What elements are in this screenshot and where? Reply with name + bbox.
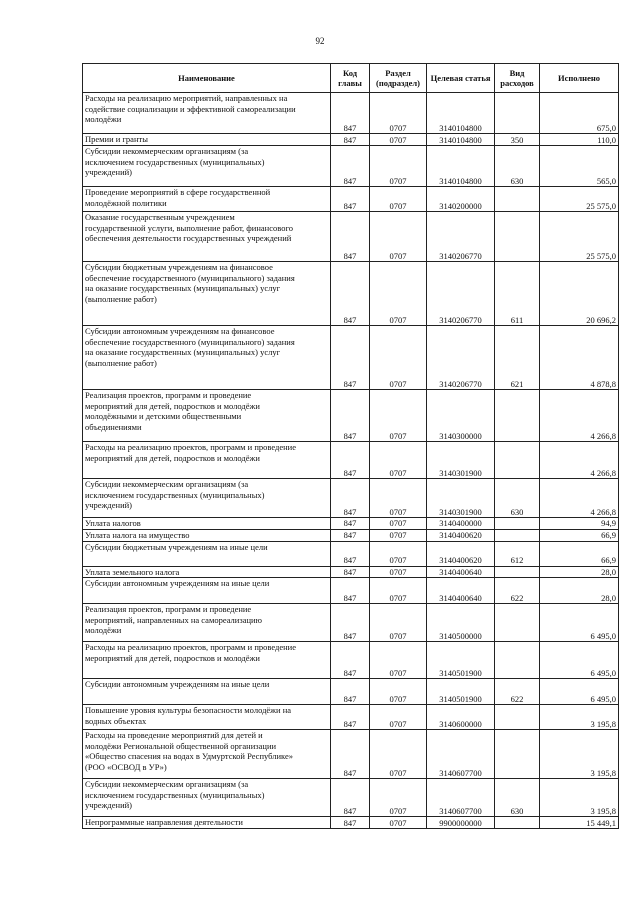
row-name: Субсидии автономным учреждениям на финансовое обеспечение государственного (муниципального) задания на оказание государственных (муниципальных) услуг (выполнение работ) <box>83 326 331 390</box>
row-name: Проведение мероприятий в сфере государственной молодёжной политики <box>83 187 331 212</box>
row-section: 0707 <box>370 529 427 541</box>
row-type <box>495 390 540 442</box>
row-code: 847 <box>331 779 370 817</box>
table-row <box>83 326 619 390</box>
row-name: Субсидии бюджетным учреждениям на финансовое обеспечение государственного (муниципального) задания на оказание государственных (муниципальных) услуг (выполнение работ) <box>83 262 331 326</box>
row-type <box>495 566 540 578</box>
row-type: 622 <box>495 578 540 604</box>
row-type: 621 <box>495 326 540 390</box>
row-exec: 6 495,0 <box>540 642 619 679</box>
table-row <box>83 262 619 326</box>
row-section: 0707 <box>370 679 427 705</box>
row-section: 0707 <box>370 705 427 730</box>
row-name: Уплата налога на имущество <box>83 529 331 541</box>
row-code: 847 <box>331 326 370 390</box>
row-code: 847 <box>331 262 370 326</box>
row-section: 0707 <box>370 730 427 779</box>
table-row <box>83 134 619 146</box>
table-row <box>83 146 619 187</box>
header-code: Код главы <box>331 64 370 93</box>
row-section: 0707 <box>370 187 427 212</box>
row-name: Субсидии автономным учреждениям на иные цели <box>83 679 331 705</box>
table-row <box>83 705 619 730</box>
row-type <box>495 212 540 262</box>
table-row <box>83 642 619 679</box>
row-code: 847 <box>331 541 370 566</box>
row-target: 3140500000 <box>427 604 495 642</box>
table-row <box>83 679 619 705</box>
row-name: Субсидии некоммерческим организациям (за исключением государственных (муниципальных) учреждений) <box>83 479 331 518</box>
row-type: 630 <box>495 779 540 817</box>
row-type <box>495 518 540 530</box>
row-code: 847 <box>331 642 370 679</box>
row-target: 3140104800 <box>427 93 495 134</box>
row-target: 3140501900 <box>427 642 495 679</box>
row-exec: 6 495,0 <box>540 604 619 642</box>
row-type <box>495 604 540 642</box>
row-type: 630 <box>495 479 540 518</box>
row-exec: 3 195,8 <box>540 705 619 730</box>
row-name: Реализация проектов, программ и проведение мероприятий для детей, подростков и молодёжи молодёжными и детскими общественными объединениями <box>83 390 331 442</box>
header-target: Целевая статья <box>427 64 495 93</box>
header-section: Раздел (подраздел) <box>370 64 427 93</box>
row-exec: 28,0 <box>540 578 619 604</box>
row-type <box>495 93 540 134</box>
row-name: Непрограммные направления деятельности <box>83 817 331 829</box>
table-row <box>83 518 619 530</box>
row-exec: 565,0 <box>540 146 619 187</box>
row-section: 0707 <box>370 642 427 679</box>
row-type: 622 <box>495 679 540 705</box>
row-code: 847 <box>331 518 370 530</box>
row-code: 847 <box>331 817 370 829</box>
row-exec: 110,0 <box>540 134 619 146</box>
row-type: 611 <box>495 262 540 326</box>
row-target: 3140400640 <box>427 578 495 604</box>
table-row <box>83 578 619 604</box>
row-type <box>495 730 540 779</box>
row-exec: 3 195,8 <box>540 730 619 779</box>
row-code: 847 <box>331 390 370 442</box>
row-exec: 25 575,0 <box>540 187 619 212</box>
row-target: 3140400000 <box>427 518 495 530</box>
table-row <box>83 212 619 262</box>
table-row <box>83 604 619 642</box>
table-row <box>83 817 619 829</box>
table-row <box>83 566 619 578</box>
row-exec: 4 266,8 <box>540 390 619 442</box>
row-target: 3140400640 <box>427 566 495 578</box>
row-type: 612 <box>495 541 540 566</box>
row-name: Субсидии некоммерческим организациям (за исключением государственных (муниципальных) учреждений) <box>83 146 331 187</box>
row-target: 3140301900 <box>427 479 495 518</box>
row-type <box>495 642 540 679</box>
row-code: 847 <box>331 679 370 705</box>
row-exec: 3 195,8 <box>540 779 619 817</box>
row-exec: 94,9 <box>540 518 619 530</box>
row-code: 847 <box>331 604 370 642</box>
row-code: 847 <box>331 529 370 541</box>
row-exec: 4 266,8 <box>540 479 619 518</box>
row-type <box>495 442 540 479</box>
row-section: 0707 <box>370 262 427 326</box>
row-name: Расходы на реализацию проектов, программ и проведение мероприятий для детей, подростков и молодёжи <box>83 642 331 679</box>
row-exec: 15 449,1 <box>540 817 619 829</box>
row-section: 0707 <box>370 566 427 578</box>
row-code: 847 <box>331 187 370 212</box>
row-name: Повышение уровня культуры безопасности молодёжи на водных объектах <box>83 705 331 730</box>
row-section: 0707 <box>370 817 427 829</box>
page-number: 92 <box>315 36 325 46</box>
row-target: 3140400620 <box>427 541 495 566</box>
row-code: 847 <box>331 578 370 604</box>
row-exec: 4 878,8 <box>540 326 619 390</box>
row-target: 3140607700 <box>427 730 495 779</box>
row-name: Субсидии автономным учреждениям на иные цели <box>83 578 331 604</box>
row-exec: 6 495,0 <box>540 679 619 705</box>
row-name: Расходы на проведение мероприятий для детей и молодёжи Региональной общественной организации «Общество спасения на водах в Удмуртской Республике» (РОО «ОСВОД в УР») <box>83 730 331 779</box>
row-exec: 4 266,8 <box>540 442 619 479</box>
row-name: Оказание государственным учреждением государственной услуги, выполнение работ, финансового обеспечения деятельности государственных учреждений <box>83 212 331 262</box>
header-name: Наименование <box>83 64 331 93</box>
row-target: 3140300000 <box>427 390 495 442</box>
row-target: 3140501900 <box>427 679 495 705</box>
header-exec: Исполнено <box>540 64 619 93</box>
row-exec: 675,0 <box>540 93 619 134</box>
row-target: 3140400620 <box>427 529 495 541</box>
row-exec: 25 575,0 <box>540 212 619 262</box>
row-exec: 28,0 <box>540 566 619 578</box>
row-name: Уплата налогов <box>83 518 331 530</box>
row-code: 847 <box>331 134 370 146</box>
row-section: 0707 <box>370 134 427 146</box>
row-section: 0707 <box>370 442 427 479</box>
row-section: 0707 <box>370 326 427 390</box>
table-body <box>83 93 619 829</box>
row-name: Расходы на реализацию проектов, программ и проведение мероприятий для детей, подростков и молодёжи <box>83 442 331 479</box>
row-code: 847 <box>331 705 370 730</box>
row-name: Субсидии бюджетным учреждениям на иные цели <box>83 541 331 566</box>
row-section: 0707 <box>370 779 427 817</box>
row-code: 847 <box>331 730 370 779</box>
row-section: 0707 <box>370 212 427 262</box>
row-target: 3140600000 <box>427 705 495 730</box>
row-section: 0707 <box>370 518 427 530</box>
row-type <box>495 187 540 212</box>
table-row <box>83 187 619 212</box>
row-type: 630 <box>495 146 540 187</box>
table-row <box>83 779 619 817</box>
row-code: 847 <box>331 146 370 187</box>
row-target: 3140301900 <box>427 442 495 479</box>
row-target: 3140206770 <box>427 212 495 262</box>
row-target: 3140607700 <box>427 779 495 817</box>
table-row <box>83 479 619 518</box>
table-row <box>83 541 619 566</box>
table-row <box>83 529 619 541</box>
table-header-row <box>83 64 619 93</box>
row-name: Реализация проектов, программ и проведение мероприятий, направленных на самореализацию молодёжи <box>83 604 331 642</box>
row-target: 3140104800 <box>427 134 495 146</box>
row-target: 3140104800 <box>427 146 495 187</box>
header-type: Вид расходов <box>495 64 540 93</box>
row-target: 3140206770 <box>427 262 495 326</box>
table-row <box>83 442 619 479</box>
table-row <box>83 730 619 779</box>
row-type <box>495 529 540 541</box>
row-type: 350 <box>495 134 540 146</box>
row-code: 847 <box>331 566 370 578</box>
row-target: 3140200000 <box>427 187 495 212</box>
expenditure-table <box>82 63 619 829</box>
row-name: Уплата земельного налога <box>83 566 331 578</box>
row-section: 0707 <box>370 390 427 442</box>
row-section: 0707 <box>370 146 427 187</box>
row-code: 847 <box>331 93 370 134</box>
table-row <box>83 390 619 442</box>
row-name: Расходы на реализацию мероприятий, направленных на содействие социализации и эффективной самореализации молодёжи <box>83 93 331 134</box>
row-exec: 66,9 <box>540 541 619 566</box>
row-section: 0707 <box>370 541 427 566</box>
row-exec: 20 696,2 <box>540 262 619 326</box>
row-section: 0707 <box>370 479 427 518</box>
row-target: 9900000000 <box>427 817 495 829</box>
row-section: 0707 <box>370 93 427 134</box>
row-type <box>495 705 540 730</box>
row-section: 0707 <box>370 604 427 642</box>
row-code: 847 <box>331 442 370 479</box>
row-code: 847 <box>331 479 370 518</box>
row-name: Премии и гранты <box>83 134 331 146</box>
row-exec: 66,9 <box>540 529 619 541</box>
table-row <box>83 93 619 134</box>
row-type <box>495 817 540 829</box>
row-target: 3140206770 <box>427 326 495 390</box>
row-code: 847 <box>331 212 370 262</box>
row-section: 0707 <box>370 578 427 604</box>
row-name: Субсидии некоммерческим организациям (за исключением государственных (муниципальных) учреждений) <box>83 779 331 817</box>
